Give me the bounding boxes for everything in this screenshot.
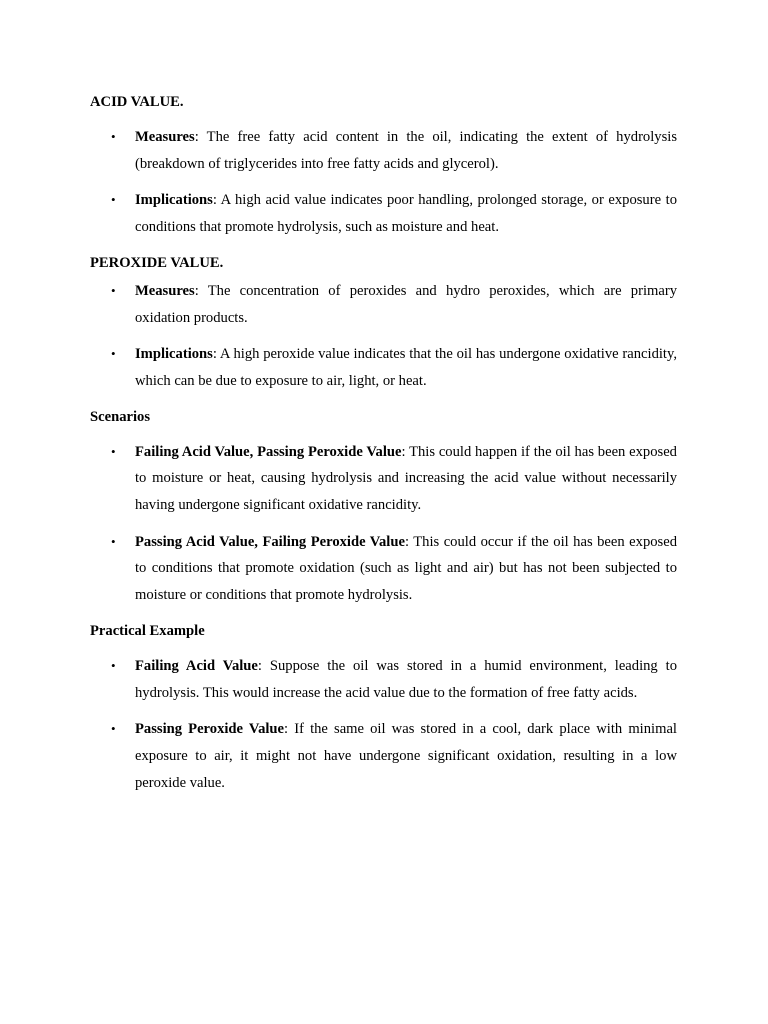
list-item bbox=[90, 529, 677, 609]
item-text: : A high peroxide value indicates that the oil has undergone oxidative rancidity, which can be due to exposure to air, light, or heat. bbox=[135, 346, 677, 389]
bullet-icon: • bbox=[111, 443, 116, 459]
heading-acid-value: ACID VALUE. bbox=[90, 94, 184, 110]
heading-scenarios: Scenarios bbox=[90, 408, 150, 425]
document-page bbox=[90, 91, 677, 796]
item-text: : This could occur if the oil has been exposed to conditions that promote oxidation (such as light and air) but has not been subjected to moisture or conditions that promote hydrolysis. bbox=[135, 533, 677, 604]
item-text: : If the same oil was stored in a cool, dark place with minimal exposure to air, it might not have undergone significant oxidation, resulting in a low peroxide value. bbox=[135, 721, 677, 791]
bullet-icon: • bbox=[111, 192, 116, 208]
item-text: : The concentration of peroxides and hydro peroxides, which are primary oxidation products. bbox=[135, 282, 677, 326]
bullet-icon: • bbox=[111, 657, 116, 673]
item-term: Failing Acid Value, Passing Peroxide Value bbox=[135, 443, 402, 460]
bullet-icon: • bbox=[111, 282, 116, 298]
list-item bbox=[90, 278, 677, 331]
item-text: : The free fatty acid content in the oil, indicating the extent of hydrolysis (breakdown of triglycerides into free fatty acids and glycerol). bbox=[135, 129, 677, 172]
bullet-icon: • bbox=[111, 129, 116, 144]
item-term: Implications bbox=[135, 192, 213, 209]
list-item bbox=[90, 124, 677, 177]
item-term: Failing Acid Value bbox=[135, 657, 258, 674]
item-text: : A high acid value indicates poor handling, prolonged storage, or exposure to conditions that promote hydrolysis, such as moisture and heat. bbox=[135, 192, 677, 236]
acid-value-list bbox=[90, 124, 677, 241]
item-term: Implications bbox=[135, 346, 213, 363]
item-term: Measures bbox=[135, 129, 195, 145]
list-item bbox=[90, 716, 677, 796]
list-item bbox=[90, 341, 677, 394]
item-term: Measures bbox=[135, 282, 195, 299]
heading-practical-example: Practical Example bbox=[90, 622, 205, 639]
list-item bbox=[90, 653, 677, 706]
item-term: Passing Acid Value, Failing Peroxide Value bbox=[135, 533, 405, 550]
heading-peroxide-value: PEROXIDE VALUE. bbox=[90, 254, 224, 271]
list-item bbox=[90, 439, 677, 519]
list-item bbox=[90, 187, 677, 240]
peroxide-value-list bbox=[90, 278, 677, 395]
bullet-icon: • bbox=[111, 346, 116, 362]
item-term: Passing Peroxide Value bbox=[135, 721, 285, 738]
bullet-icon: • bbox=[111, 721, 116, 737]
item-text: : Suppose the oil was stored in a humid environment, leading to hydrolysis. This would increase the acid value due to the formation of free fatty acids. bbox=[135, 657, 677, 701]
bullet-icon: • bbox=[111, 533, 116, 549]
item-text: : This could happen if the oil has been exposed to moisture or heat, causing hydrolysis and increasing the acid value without necessarily having undergone significant oxidative rancidity. bbox=[135, 443, 677, 514]
practical-example-list bbox=[90, 653, 677, 797]
scenarios-list bbox=[90, 439, 677, 609]
